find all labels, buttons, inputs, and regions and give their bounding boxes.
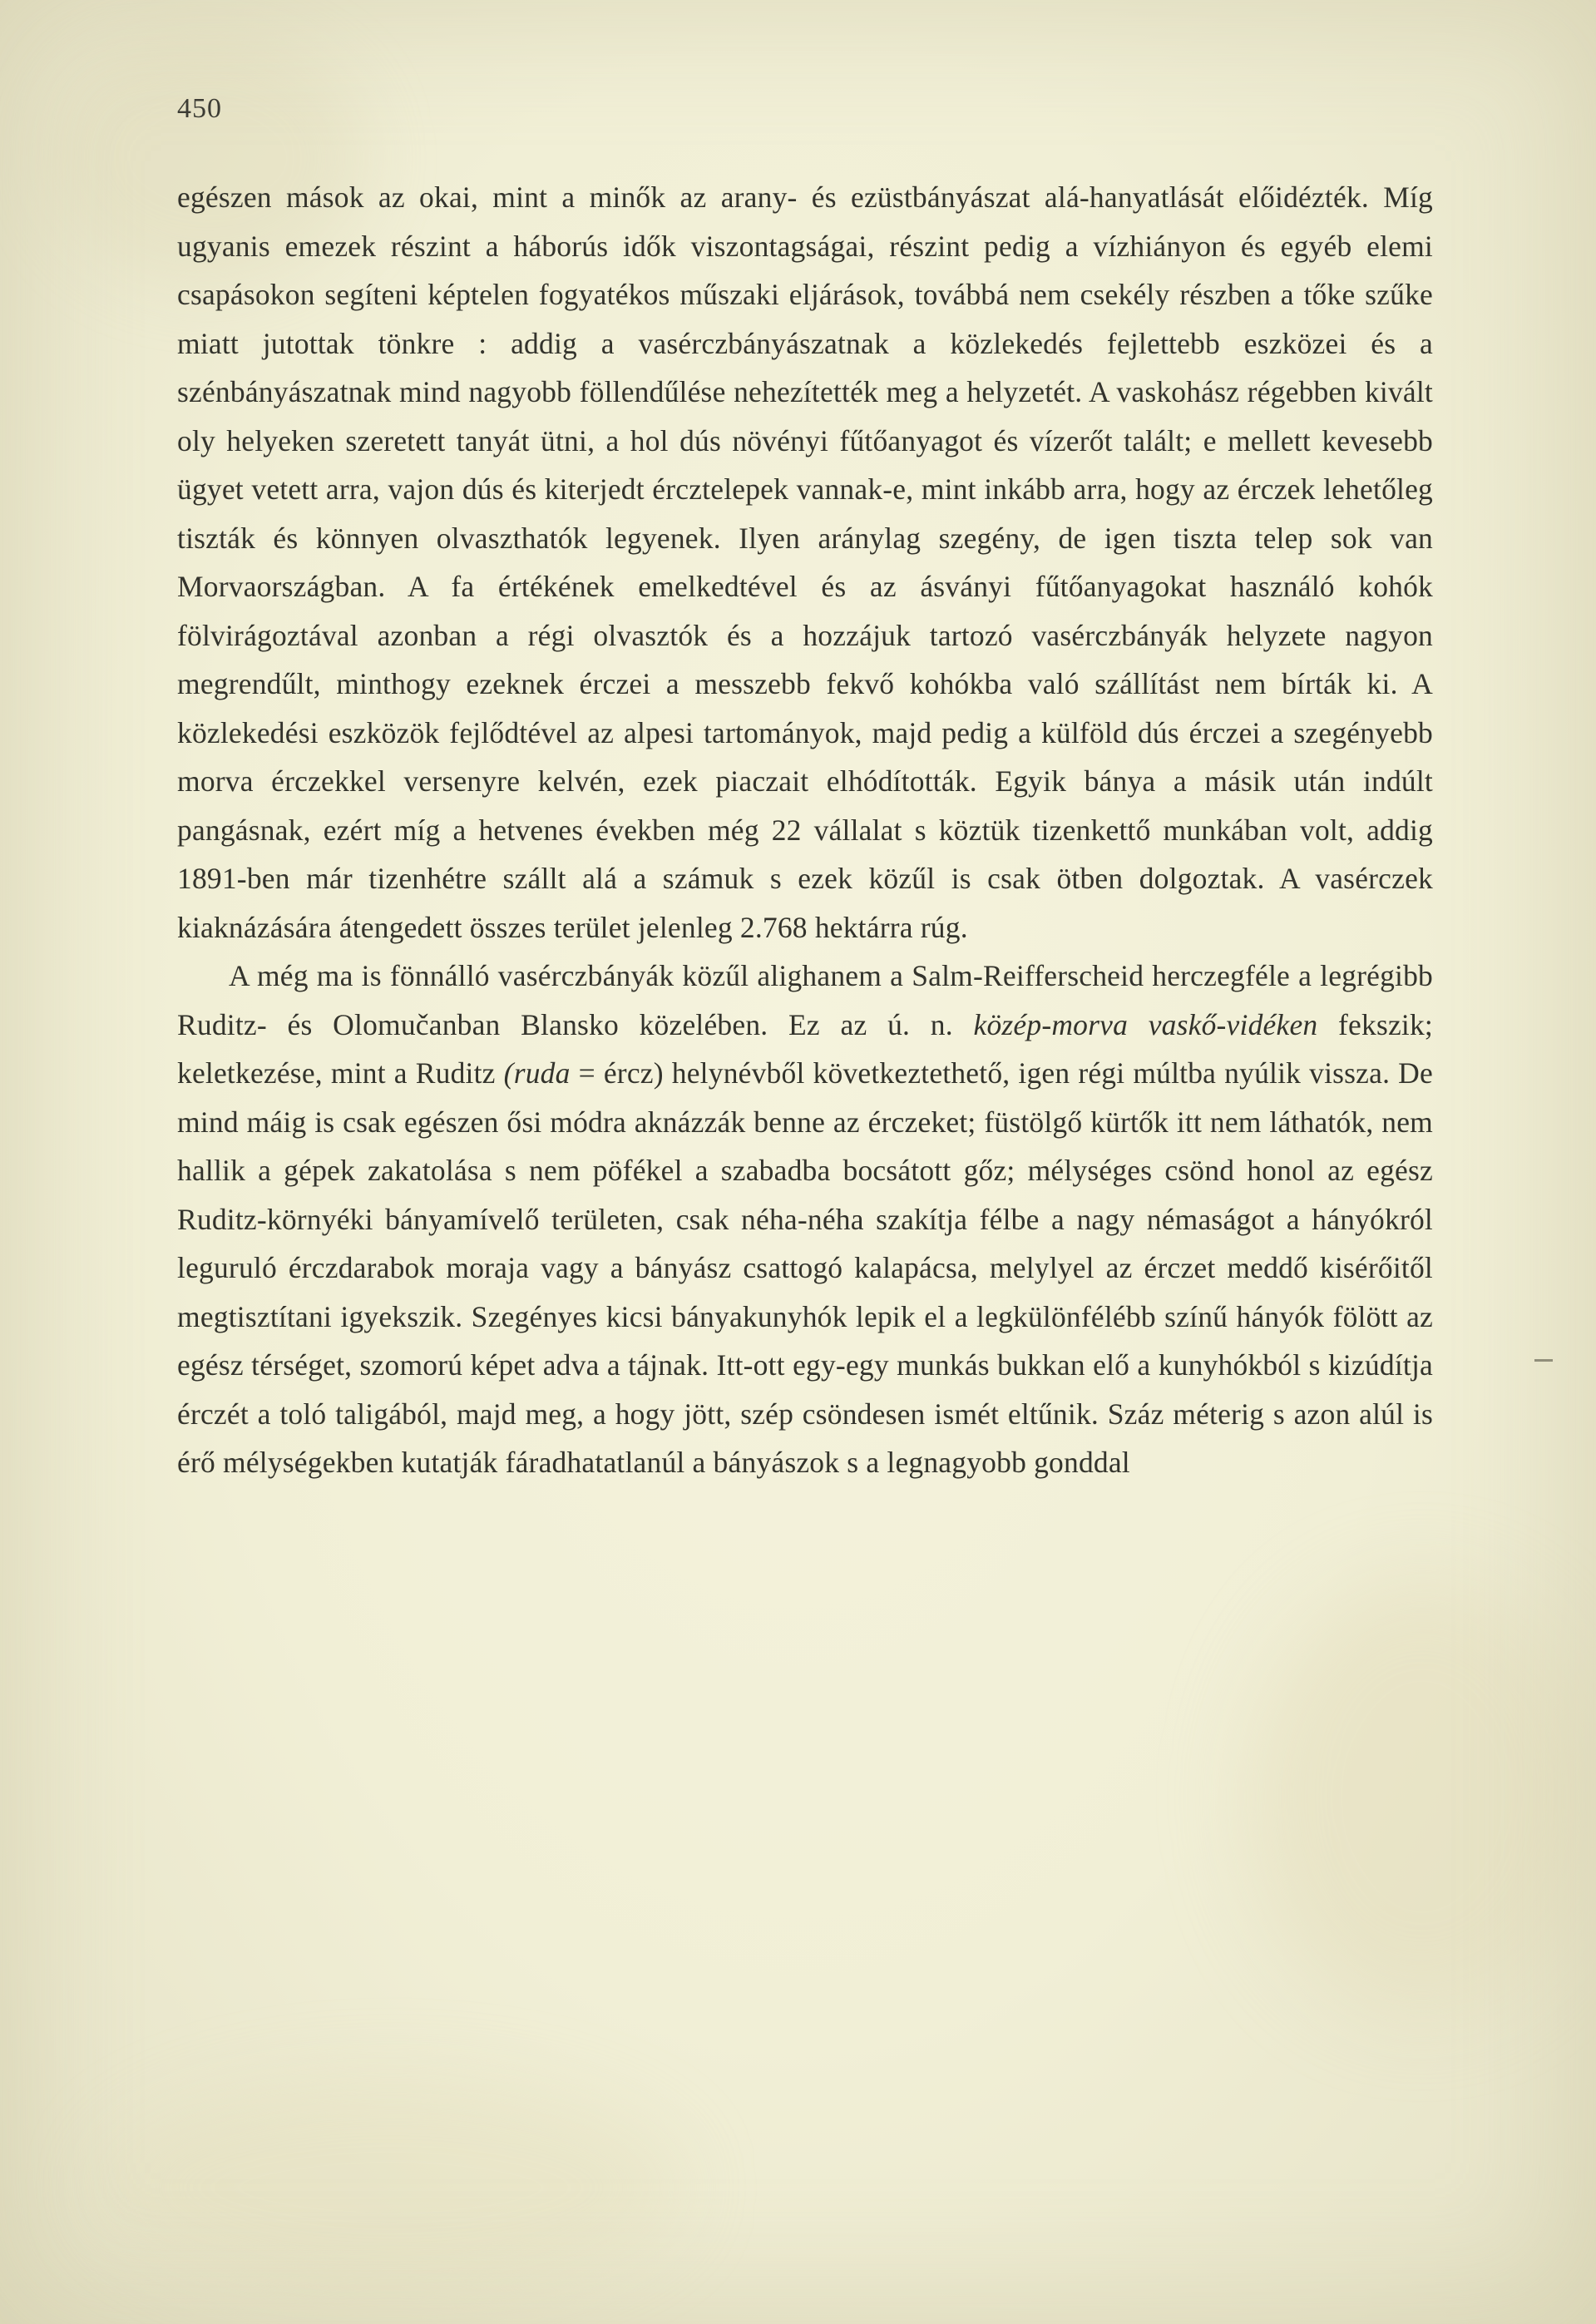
- italic-text: (ruda: [503, 1056, 571, 1090]
- margin-mark: [1534, 1359, 1553, 1362]
- body-text: [177, 173, 1433, 1487]
- paper-blotch: [100, 2079, 682, 2296]
- text-run: fekszik; keletkezése, mint a Ruditz: [177, 1007, 1433, 1090]
- text-run: A még ma is fönnálló vasérczbányák közűl alighanem a Salm-Reifferscheid herczegféle a legrégibb Ruditz- és Olomučanban Blansko közelében. Ez az ú. n.: [177, 959, 1433, 1041]
- paper-blotch: [1248, 1580, 1596, 2013]
- paragraph-rich: [177, 952, 1433, 1487]
- italic-text: közép-morva vaskő-vidéken: [973, 1007, 1318, 1041]
- text-run: = ércz) helynévből következtethető, igen régi múltba nyúlik vissza. De mind máig is csak egészen ősi módra aknázzák benne az érczeket; füstölgő kürtők itt nem láthatók, nem hallik a gépek zakatolása s nem pöfékel a szabadba bocsátott gőz; mélységes csönd honol az egész Ruditz-környéki bányamívelő területen, csak néha-néha szakítja félbe a nagy némaságot a hányókról leguruló érczdarabok moraja vagy a bányász csattogó kalapácsa, melylyel az érczet meddő kisérőitől megtisztítani igyekszik. Szegényes kicsi bányakunyhók lepik el a legkülönfélébb színű hányók fölött az egész térséget, szomorú képet adva a tájnak. Itt-ott egy-egy munkás bukkan elő a kunyhókból s kizúdítja érczét a toló taligából, majd meg, a hogy jött, szép csöndesen ismét eltűnik. Száz méterig s azon alúl is érő mélységekben kutatják fáradhatatlanúl a bányászok s a legnagyobb gonddal: [177, 1056, 1433, 1479]
- page-number: 450: [177, 93, 222, 124]
- paragraph: egészen mások az okai, mint a minők az arany- és ezüstbányászat alá-hanyatlását előidézték. Míg ugyanis emezek részint a háborús idők viszontagságai, részint pedig a vízhiányon és egyéb elemi csapásokon segíteni képtelen fogyatékos műszaki eljárások, továbbá nem csekély részben a tőke szűke miatt jutottak tönkre : addig a vasérczbányászatnak a közlekedés fejlettebb eszközei és a szénbányászatnak mind nagyobb föllendűlése nehezítették meg a helyzetét. A vaskohász régebben kivált oly helyeken szeretett tanyát ütni, a hol dús növényi fűtőanyagot és vízerőt talált; e mellett kevesebb ügyet vetett arra, vajon dús és kiterjedt ércztelepek vannak-e, mint inkább arra, hogy az érczek lehetőleg tiszták és könnyen olvaszthatók legyenek. Ilyen aránylag szegény, de igen tiszta telep sok van Morvaországban. A fa értékének emelkedtével és az ásványi fűtőanyagokat használó kohók fölvirágoztával azonban a régi olvasztók és a hozzájuk tartozó vasérczbányák helyzete nagyon megrendűlt, minthogy ezeknek érczei a messzebb fekvő kohókba való szállítást nem bírták ki. A közlekedési eszközök fejlődtével az alpesi tartományok, majd pedig a külföld dús érczei a szegényebb morva érczekkel versenyre kelvén, ezek piaczait elhódították. Egyik bánya a másik után indúlt pangásnak, ezért míg a hetvenes években még 22 vállalat s köztük tizenkettő munkában volt, addig 1891-ben már tizenhétre szállt alá a számuk s ezek közűl is csak ötben dolgoztak. A vasérczek kiaknázására átengedett összes terület jelenleg 2.768 hektárra rúg.: [177, 180, 1433, 944]
